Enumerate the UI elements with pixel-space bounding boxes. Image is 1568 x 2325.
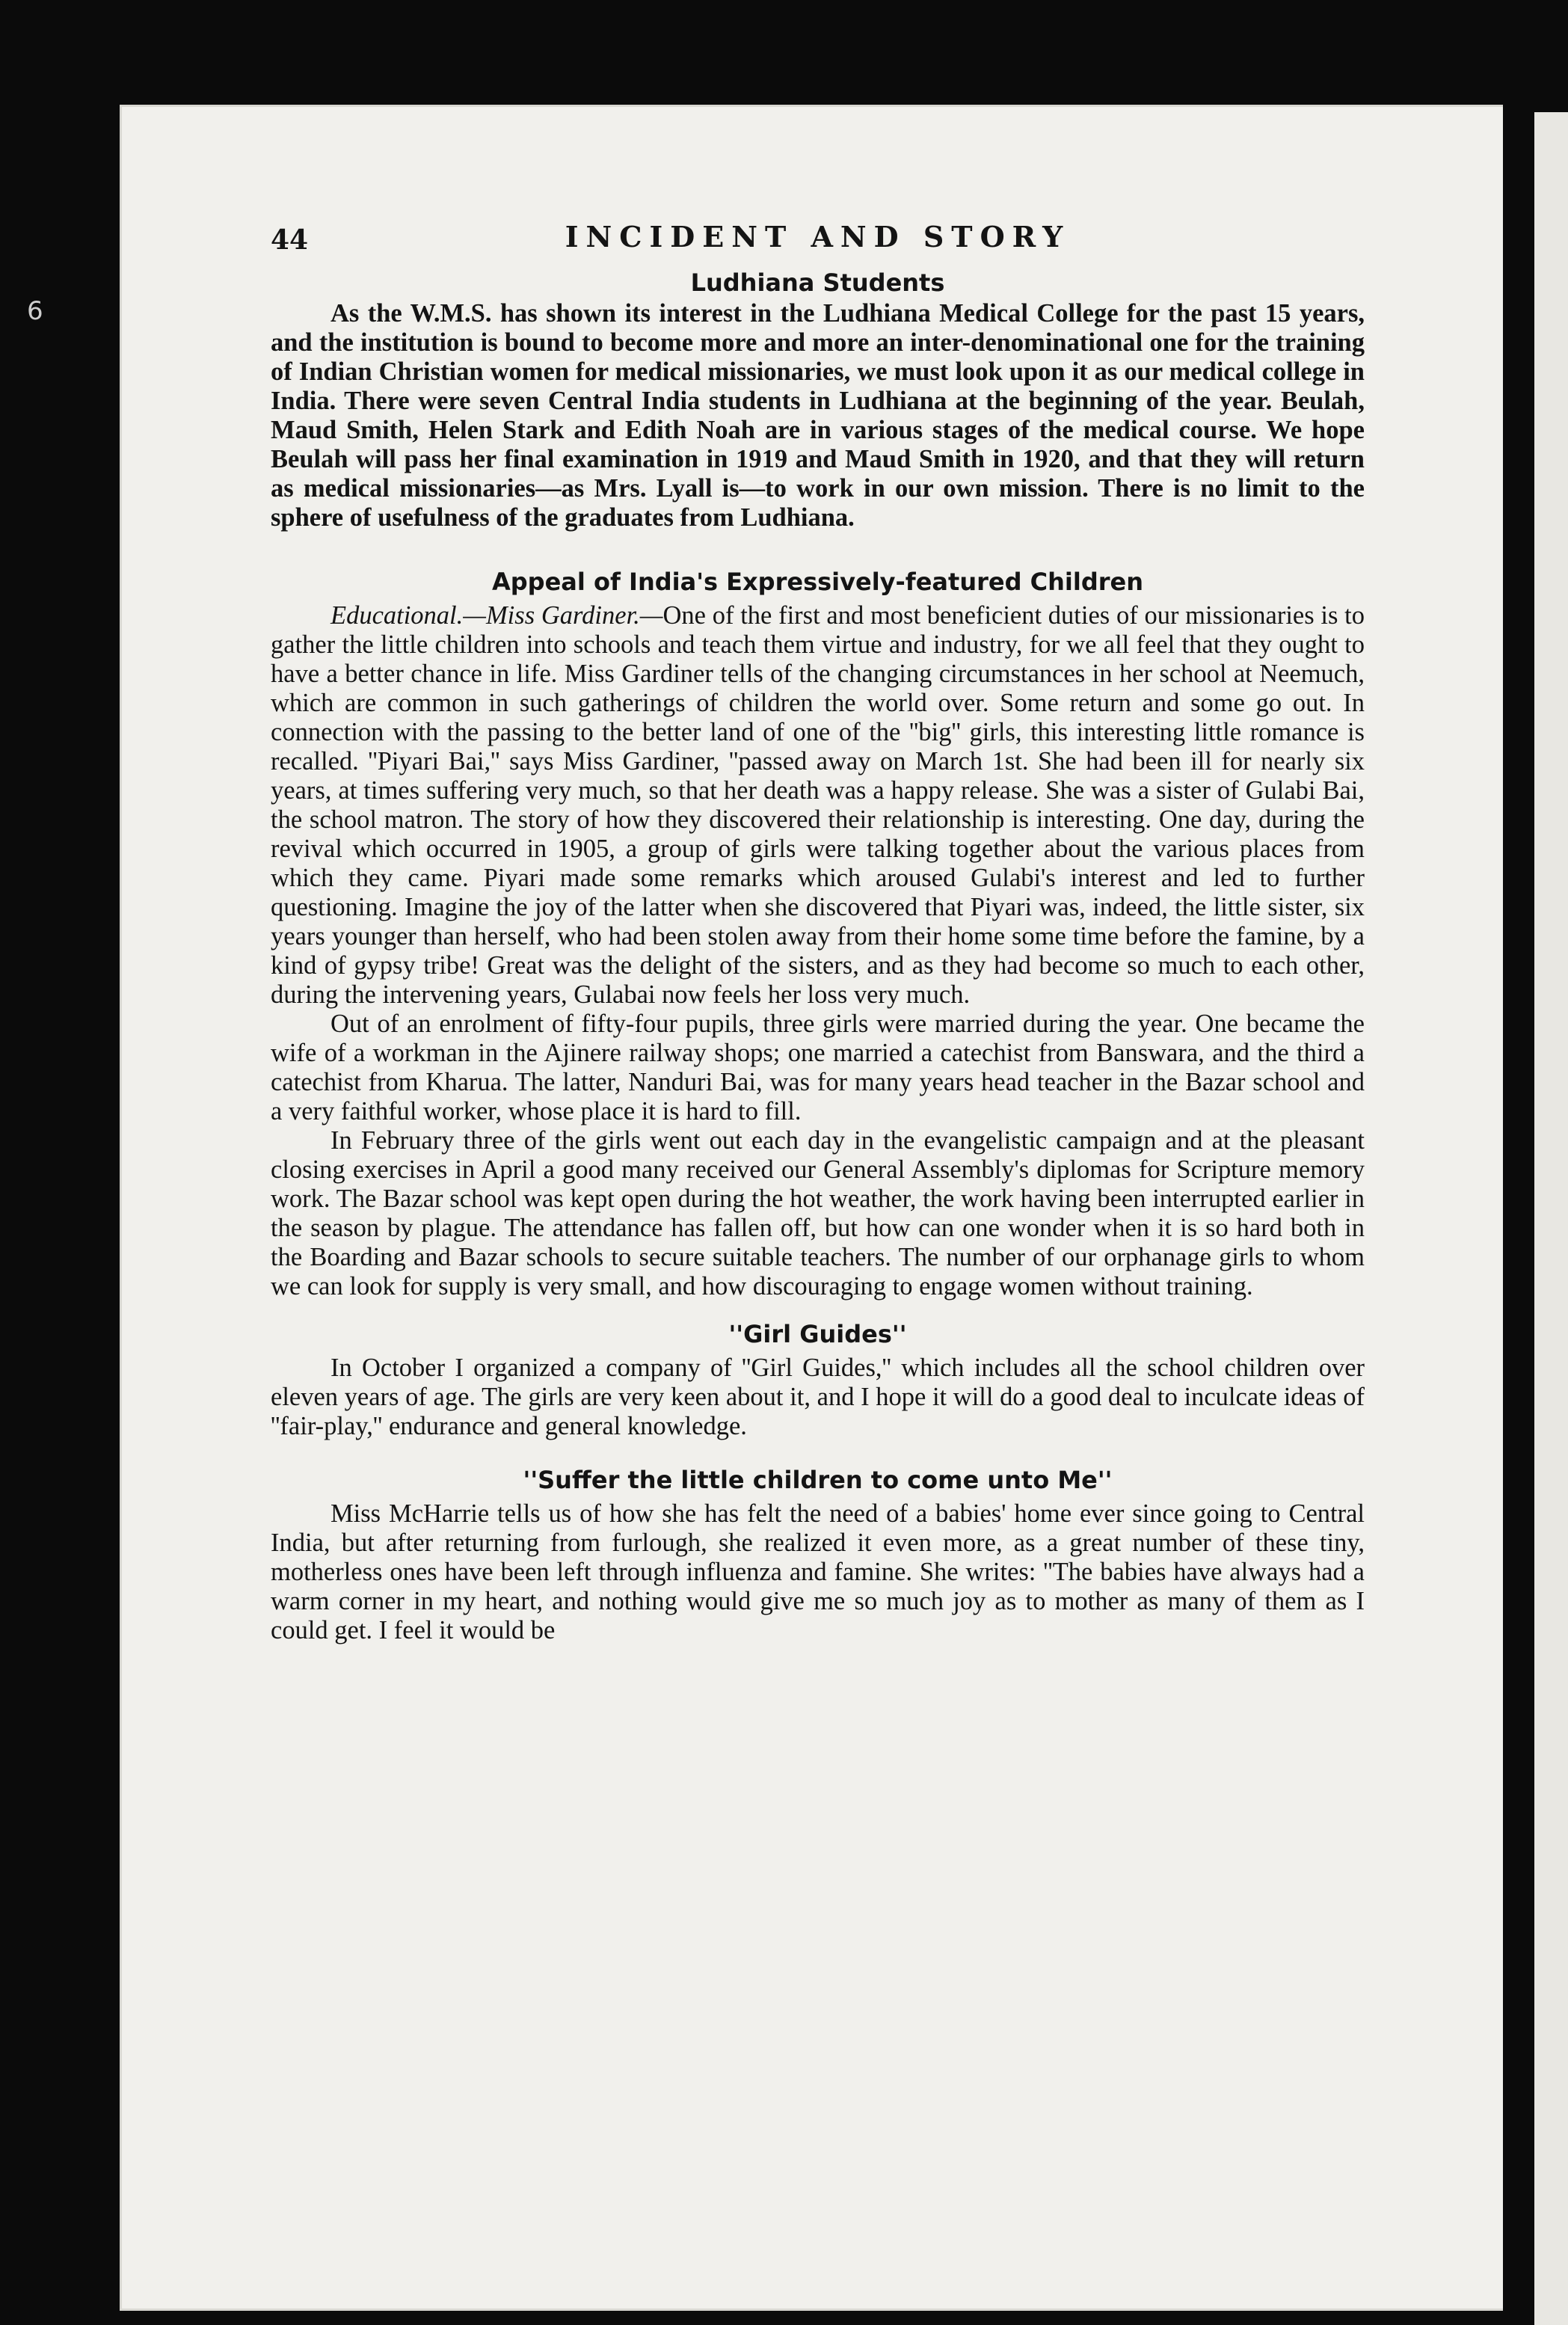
- facing-page-edge: [1534, 112, 1568, 2325]
- paragraph: [271, 601, 1365, 1010]
- page-number: 44: [271, 224, 309, 256]
- paragraph-text: One of the first and most beneficient duties of our missionaries is to gather the little children into schools and teach them virtue and industry, for we all feel that they ought to have a better chance in life. Miss Gardiner tells of the changing circumstances in her school at Neemuch, which are common in such gatherings of children the world over. Some return and some go out. In connection with the passing to the better land of one of the ''big'' girls, this interesting little romance is recalled. ''Piyari Bai,'' says Miss Gardiner, ''passed away on March 1st. She had been ill for nearly six years, at times suffering very much, so that her death was a happy release. She was a sister of Gulabi Bai, the school matron. The story of how they discovered their relationship is interesting. One day, during the revival which occurred in 1905, a group of girls were talking together about the various places from which they came. Piyari made some remarks which aroused Gulabi's interest and led to further questioning. Imagine the joy of the latter when she discovered that Piyari was, indeed, the little sister, six years younger than herself, who had been stolen away from their home some time before the famine, by a kind of gypsy tribe! Great was the delight of the sisters, and as they had become so much to each other, during the intervening years, Gulabai now feels her loss very much.: [271, 601, 1365, 1009]
- running-title: INCIDENT AND STORY: [565, 220, 1071, 254]
- paragraph: Miss McHarrie tells us of how she has felt the need of a babies' home ever since going to Central India, but after returning from furlough, she realized it even more, as a great number of these tiny, motherless ones have been left through influenza and famine. She writes: ''The babies have always had a warm corner in my heart, and nothing would give me so much joy as to mother as many of them as I could get. I feel it would be: [271, 1499, 1365, 1644]
- section-heading: Appeal of India's Expressively-featured Children: [492, 568, 1143, 596]
- section-heading: ''Girl Guides'': [728, 1320, 907, 1348]
- paragraph: In February three of the girls went out each day in the evangelistic campaign and at the pleasant closing exercises in April a good many received our General Assembly's diplomas for Scripture memory work. The Bazar school was kept open during the hot weather, the work having been interrupted earlier in the season by plague. The attendance has fallen off, but how can one wonder when it is so hard both in the Boarding and Bazar schools to secure suitable teachers. The number of our orphanage girls to whom we can look for supply is very small, and how discouraging to engage women without training.: [271, 1126, 1365, 1300]
- section-heading: ''Suffer the little children to come unto Me'': [523, 1466, 1113, 1494]
- lead-in: Educational.—Miss Gardiner.—: [330, 601, 663, 630]
- paragraph: In October I organized a company of ''Girl Guides,'' which includes all the school children over eleven years of age. The girls are very keen about it, and I hope it will do a good deal to inculcate ideas of ''fair-play,'' endurance and general knowledge.: [271, 1354, 1365, 1440]
- paragraph: As the W.M.S. has shown its interest in the Ludhiana Medical College for the past 15 years, and the institution is bound to become more and more an inter-denominational one for the training of Indian Christian women for medical missionaries, we must look upon it as our medical college in India. There were seven Central India students in Ludhiana at the beginning of the year. Beulah, Maud Smith, Helen Stark and Edith Noah are in various stages of the medical course. We hope Beulah will pass her final examination in 1919 and Maud Smith in 1920, and that they will return as medical missionaries—as Mrs. Lyall is—to work in our own mission. There is no limit to the sphere of usefulness of the graduates from Ludhiana.: [271, 299, 1365, 532]
- paragraph: Out of an enrolment of fifty-four pupils, three girls were married during the year. One became the wife of a workman in the Ajinere railway shops; one married a catechist from Banswara, and the third a catechist from Kharua. The latter, Nanduri Bai, was for many years head teacher in the Bazar school and a very faithful worker, whose place it is hard to fill.: [271, 1010, 1365, 1125]
- page-content: [271, 217, 1365, 1645]
- section-heading: Ludhiana Students: [690, 268, 945, 297]
- running-header: [271, 217, 1365, 262]
- margin-mark: 6: [27, 296, 43, 326]
